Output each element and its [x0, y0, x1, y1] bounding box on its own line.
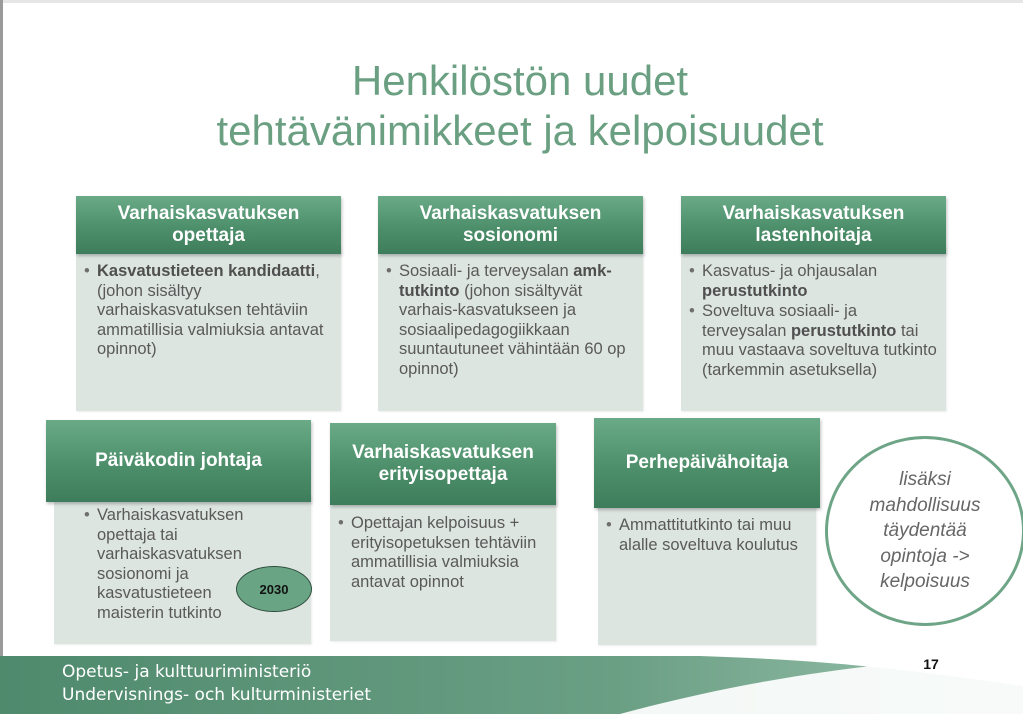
qualification-pre: Kasvatus- ja ohjausalan [702, 262, 878, 280]
footer-line-swedish: Undervisnings- och kulturministeriet [62, 685, 372, 705]
card-opettaja-header-line-2: opettaja [172, 225, 245, 246]
card-johtaja-header [46, 420, 311, 502]
list-item [689, 302, 939, 380]
year-badge-label: 2030 [259, 581, 289, 597]
card-sosionomi-list [386, 262, 636, 379]
note-line-5: kelpoisuus [880, 571, 970, 593]
card-johtaja-header-line-1: Päiväkodin johtaja [95, 450, 262, 471]
card-opettaja-header [76, 196, 341, 254]
qualification-pre: Sosiaali- ja terveysalan [399, 262, 574, 280]
slide-title [120, 56, 920, 156]
card-johtaja-list [84, 506, 264, 623]
year-badge [236, 566, 312, 612]
card-opettaja-list [84, 262, 336, 360]
card-erityisopettaja-header-line-1: Varhaiskasvatuksen [352, 442, 534, 463]
list-item [689, 262, 939, 301]
card-perhepaivahoitaja-header-line-1: Perhepäivähoitaja [625, 452, 789, 473]
note-line-4: opintoja -> [880, 545, 970, 567]
page-number: 17 [923, 656, 939, 672]
list-item [84, 262, 336, 360]
card-lastenhoitaja-header-line-2: lastenhoitaja [755, 225, 872, 246]
qualification-text: Varhaiskasvatuksen opettaja tai varhaiskasvatuksen sosionomi ja kasvatustieteen maisterin tutkinto [97, 506, 244, 622]
footer-line-finnish: Opetus- ja kulttuuriministeriö [62, 662, 312, 682]
card-lastenhoitaja-list [689, 262, 939, 380]
slide-title-line-1: Henkilöstön uudet [351, 57, 689, 104]
card-sosionomi-header [378, 196, 643, 254]
card-sosionomi-header-line-1: Varhaiskasvatuksen [419, 203, 602, 224]
qualification-text: tai muu vastaava soveltuva tutkinto (tarkemmin asetuksella) [702, 321, 937, 379]
list-item [338, 514, 550, 592]
slide-title-line-2: tehtävänimikkeet ja kelpoisuudet [216, 107, 824, 154]
note-line-1: lisäksi [899, 469, 951, 491]
card-erityisopettaja-header-line-2: erityisopettaja [378, 464, 508, 485]
qualification-bold: perustutkinto [790, 321, 897, 340]
note-line-3: täydentää [883, 520, 967, 542]
card-lastenhoitaja-header [681, 196, 946, 254]
card-erityisopettaja-header [330, 423, 556, 505]
qualification-text: , (johon sisältyy varhaiskasvatuksen tehtäviin ammatillisia valmiuksia antavat opinnot) [97, 262, 324, 358]
qualification-bold: Kasvatustieteen kandidaatti [97, 262, 316, 280]
qualification-text: Ammattitutkinto tai muu alalle soveltuva koulutus [619, 516, 798, 554]
qualification-pre: Soveltuva sosiaali- ja terveysalan [702, 302, 857, 340]
card-lastenhoitaja-header-line-1: Varhaiskasvatuksen [722, 203, 905, 224]
slide-left-edge [0, 0, 3, 714]
qualification-text: (johon sisältyvät varhais-kasvatukseen ja sosiaalipedagogiikkaan suuntautuneet vähintään 60 op opinnot) [399, 281, 626, 378]
note-line-2: mahdollisuus [869, 494, 981, 516]
note-circle [825, 436, 1023, 626]
slide-top-edge [0, 0, 1023, 3]
card-perhepaivahoitaja-list [606, 516, 806, 555]
qualification-text: Opettajan kelpoisuus + erityisopetuksen tehtäviin ammatillisia valmiuksia antavat opinnot [351, 514, 537, 591]
card-sosionomi-header-line-2: sosionomi [462, 225, 558, 246]
footer-ministry-name [62, 661, 371, 707]
qualification-bold: perustutkinto [702, 281, 808, 300]
list-item [606, 516, 806, 555]
qualification-bold: amk-tutkinto [399, 262, 612, 300]
card-perhepaivahoitaja-header [594, 418, 820, 508]
list-item [84, 506, 264, 623]
list-item [386, 262, 636, 379]
card-opettaja-header-line-1: Varhaiskasvatuksen [117, 203, 300, 224]
card-erityisopettaja-list [338, 514, 550, 592]
